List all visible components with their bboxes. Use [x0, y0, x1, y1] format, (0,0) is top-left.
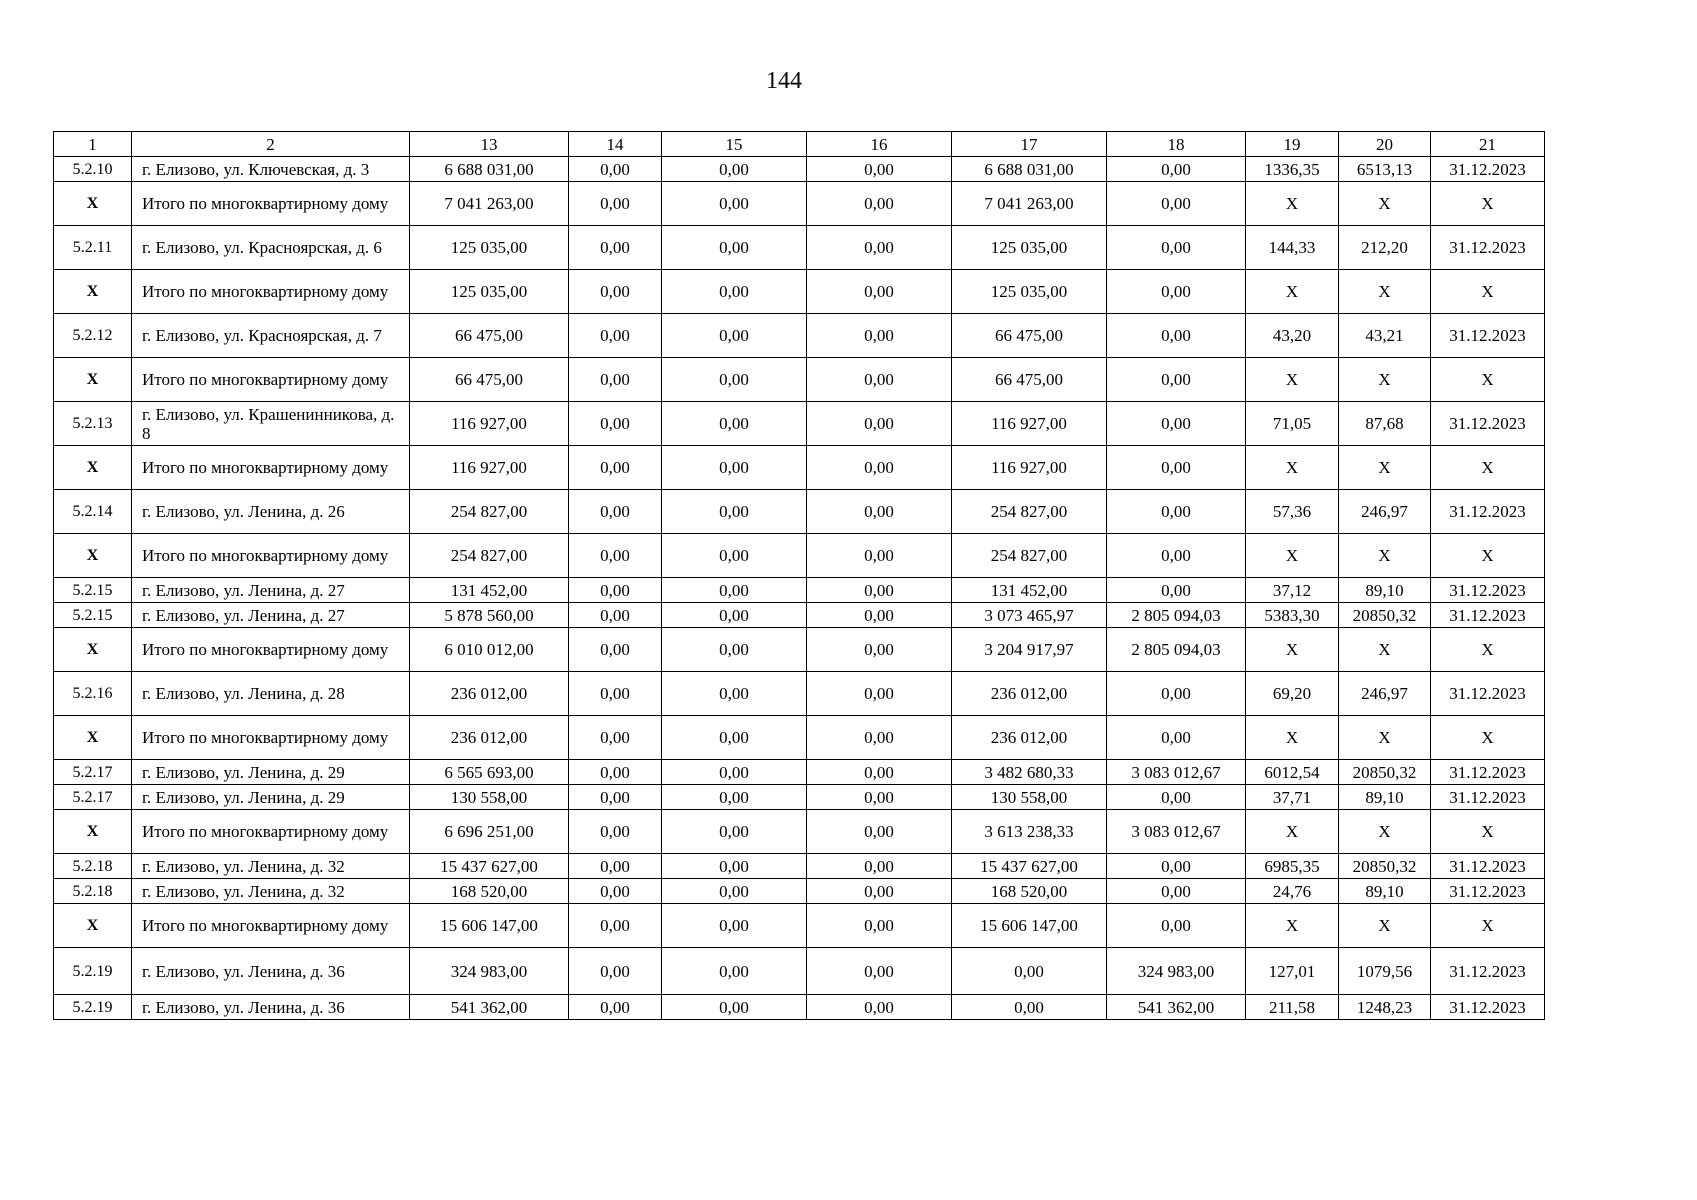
col-17-cell: 168 520,00	[952, 879, 1107, 904]
col-13-cell: 236 012,00	[410, 672, 569, 716]
table-row-total	[54, 904, 1545, 948]
row-number-cell: 5.2.15	[54, 578, 132, 603]
col-17-cell: 116 927,00	[952, 446, 1107, 490]
col-18-cell: 0,00	[1107, 904, 1246, 948]
table-row-total	[54, 270, 1545, 314]
col-20-cell: 89,10	[1339, 578, 1431, 603]
row-number-cell: 5.2.12	[54, 314, 132, 358]
col-18-cell: 3 083 012,67	[1107, 760, 1246, 785]
address-cell: г. Елизово, ул. Красноярская, д. 6	[132, 226, 410, 270]
row-number-cell: 5.2.15	[54, 603, 132, 628]
col-20-cell: 1079,56	[1339, 948, 1431, 995]
col-13-cell: 66 475,00	[410, 358, 569, 402]
col-15-cell: 0,00	[662, 490, 807, 534]
address-cell: г. Елизово, ул. Ленина, д. 32	[132, 879, 410, 904]
col-20-cell: X	[1339, 810, 1431, 854]
col-18-cell: 0,00	[1107, 358, 1246, 402]
col-13-cell: 116 927,00	[410, 402, 569, 446]
address-cell: г. Елизово, ул. Ленина, д. 36	[132, 995, 410, 1020]
col-17-cell: 66 475,00	[952, 314, 1107, 358]
col-14-cell: 0,00	[569, 490, 662, 534]
col-21-cell: 31.12.2023	[1431, 157, 1545, 182]
table-row	[54, 879, 1545, 904]
col-16-cell: 0,00	[807, 270, 952, 314]
col-21-cell: X	[1431, 182, 1545, 226]
row-number-cell: 5.2.10	[54, 157, 132, 182]
col-14-cell: 0,00	[569, 948, 662, 995]
col-13-cell: 254 827,00	[410, 490, 569, 534]
col-20-cell: 20850,32	[1339, 760, 1431, 785]
table-row-total	[54, 628, 1545, 672]
col-15-cell: 0,00	[662, 904, 807, 948]
col-17-cell: 116 927,00	[952, 402, 1107, 446]
row-number-cell: X	[54, 182, 132, 226]
col-18-cell: 0,00	[1107, 716, 1246, 760]
col-13-cell: 254 827,00	[410, 534, 569, 578]
col-15-cell: 0,00	[662, 358, 807, 402]
col-14-cell: 0,00	[569, 716, 662, 760]
col-13-cell: 541 362,00	[410, 995, 569, 1020]
row-number-cell: X	[54, 904, 132, 948]
col-17-cell: 236 012,00	[952, 672, 1107, 716]
col-19-cell: 71,05	[1246, 402, 1339, 446]
table-row	[54, 578, 1545, 603]
col-19-cell: 127,01	[1246, 948, 1339, 995]
col-21-cell: X	[1431, 534, 1545, 578]
col-14-cell: 0,00	[569, 402, 662, 446]
col-13-cell: 6 688 031,00	[410, 157, 569, 182]
address-cell: г. Елизово, ул. Ленина, д. 27	[132, 603, 410, 628]
col-17-cell: 3 613 238,33	[952, 810, 1107, 854]
col-17-cell: 7 041 263,00	[952, 182, 1107, 226]
col-18-cell: 541 362,00	[1107, 995, 1246, 1020]
col-19-cell: 57,36	[1246, 490, 1339, 534]
table-row-total	[54, 716, 1545, 760]
col-16-cell: 0,00	[807, 226, 952, 270]
col-15-cell: 0,00	[662, 810, 807, 854]
col-15-cell: 0,00	[662, 534, 807, 578]
col-19-cell: X	[1246, 270, 1339, 314]
col-21-cell: 31.12.2023	[1431, 785, 1545, 810]
address-cell: Итого по многоквартирному дому	[132, 810, 410, 854]
address-cell: Итого по многоквартирному дому	[132, 534, 410, 578]
col-14-cell: 0,00	[569, 182, 662, 226]
col-15-cell: 0,00	[662, 314, 807, 358]
col-13-cell: 168 520,00	[410, 879, 569, 904]
col-17-cell: 254 827,00	[952, 490, 1107, 534]
col-21-cell: 31.12.2023	[1431, 760, 1545, 785]
col-20-cell: X	[1339, 446, 1431, 490]
col-15-cell: 0,00	[662, 578, 807, 603]
col-17-cell: 254 827,00	[952, 534, 1107, 578]
table-row-total	[54, 358, 1545, 402]
col-20-cell: 246,97	[1339, 672, 1431, 716]
col-17-cell: 0,00	[952, 948, 1107, 995]
col-21-cell: 31.12.2023	[1431, 995, 1545, 1020]
col-21-cell: 31.12.2023	[1431, 879, 1545, 904]
address-cell: г. Елизово, ул. Ленина, д. 32	[132, 854, 410, 879]
col-18-cell: 0,00	[1107, 226, 1246, 270]
col-18-cell: 0,00	[1107, 157, 1246, 182]
col-16-cell: 0,00	[807, 672, 952, 716]
col-18-cell: 0,00	[1107, 578, 1246, 603]
col-13-cell: 6 565 693,00	[410, 760, 569, 785]
col-15-cell: 0,00	[662, 785, 807, 810]
row-number-cell: 5.2.16	[54, 672, 132, 716]
col-15-cell: 0,00	[662, 270, 807, 314]
col-20-cell: 43,21	[1339, 314, 1431, 358]
col-13-cell: 125 035,00	[410, 270, 569, 314]
table-row	[54, 226, 1545, 270]
col-21-cell: 31.12.2023	[1431, 226, 1545, 270]
table-row	[54, 402, 1545, 446]
col-14-cell: 0,00	[569, 904, 662, 948]
address-cell: г. Елизово, ул. Ленина, д. 26	[132, 490, 410, 534]
col-21-cell: X	[1431, 446, 1545, 490]
col-13-cell: 6 696 251,00	[410, 810, 569, 854]
address-cell: Итого по многоквартирному дому	[132, 270, 410, 314]
col-20-cell: 89,10	[1339, 879, 1431, 904]
col-20-cell: 212,20	[1339, 226, 1431, 270]
col-13-cell: 7 041 263,00	[410, 182, 569, 226]
col-19-cell: X	[1246, 810, 1339, 854]
col-16-cell: 0,00	[807, 810, 952, 854]
table-row	[54, 854, 1545, 879]
col-15-cell: 0,00	[662, 603, 807, 628]
address-cell: Итого по многоквартирному дому	[132, 446, 410, 490]
col-20-cell: 246,97	[1339, 490, 1431, 534]
col-19-cell: 1336,35	[1246, 157, 1339, 182]
column-header: 1	[54, 132, 132, 157]
table-row	[54, 672, 1545, 716]
col-15-cell: 0,00	[662, 879, 807, 904]
col-16-cell: 0,00	[807, 402, 952, 446]
col-21-cell: 31.12.2023	[1431, 402, 1545, 446]
row-number-cell: 5.2.19	[54, 948, 132, 995]
col-19-cell: X	[1246, 716, 1339, 760]
col-14-cell: 0,00	[569, 270, 662, 314]
col-18-cell: 324 983,00	[1107, 948, 1246, 995]
row-number-cell: 5.2.11	[54, 226, 132, 270]
col-19-cell: 37,71	[1246, 785, 1339, 810]
col-17-cell: 3 482 680,33	[952, 760, 1107, 785]
col-14-cell: 0,00	[569, 810, 662, 854]
row-number-cell: 5.2.14	[54, 490, 132, 534]
col-18-cell: 2 805 094,03	[1107, 603, 1246, 628]
row-number-cell: X	[54, 716, 132, 760]
address-cell: Итого по многоквартирному дому	[132, 182, 410, 226]
address-cell: Итого по многоквартирному дому	[132, 358, 410, 402]
col-19-cell: X	[1246, 182, 1339, 226]
col-21-cell: 31.12.2023	[1431, 672, 1545, 716]
col-17-cell: 125 035,00	[952, 270, 1107, 314]
col-20-cell: X	[1339, 182, 1431, 226]
col-19-cell: 69,20	[1246, 672, 1339, 716]
row-number-cell: 5.2.18	[54, 879, 132, 904]
col-21-cell: X	[1431, 904, 1545, 948]
table-row-total	[54, 534, 1545, 578]
col-20-cell: 20850,32	[1339, 603, 1431, 628]
col-21-cell: X	[1431, 716, 1545, 760]
address-cell: Итого по многоквартирному дому	[132, 716, 410, 760]
col-16-cell: 0,00	[807, 157, 952, 182]
col-19-cell: 5383,30	[1246, 603, 1339, 628]
col-14-cell: 0,00	[569, 628, 662, 672]
col-15-cell: 0,00	[662, 854, 807, 879]
table-row	[54, 157, 1545, 182]
row-number-cell: X	[54, 358, 132, 402]
table-row-total	[54, 810, 1545, 854]
col-21-cell: X	[1431, 358, 1545, 402]
column-header: 20	[1339, 132, 1431, 157]
col-20-cell: 89,10	[1339, 785, 1431, 810]
table-body	[54, 132, 1545, 1020]
col-13-cell: 15 606 147,00	[410, 904, 569, 948]
table-row-total	[54, 446, 1545, 490]
col-19-cell: X	[1246, 534, 1339, 578]
col-16-cell: 0,00	[807, 948, 952, 995]
row-number-cell: 5.2.13	[54, 402, 132, 446]
col-18-cell: 0,00	[1107, 854, 1246, 879]
col-20-cell: X	[1339, 904, 1431, 948]
col-20-cell: X	[1339, 628, 1431, 672]
col-17-cell: 130 558,00	[952, 785, 1107, 810]
col-19-cell: 43,20	[1246, 314, 1339, 358]
col-18-cell: 0,00	[1107, 314, 1246, 358]
col-15-cell: 0,00	[662, 948, 807, 995]
col-13-cell: 6 010 012,00	[410, 628, 569, 672]
col-21-cell: 31.12.2023	[1431, 948, 1545, 995]
address-cell: г. Елизово, ул. Ленина, д. 29	[132, 760, 410, 785]
col-16-cell: 0,00	[807, 182, 952, 226]
col-16-cell: 0,00	[807, 358, 952, 402]
col-15-cell: 0,00	[662, 716, 807, 760]
col-19-cell: 144,33	[1246, 226, 1339, 270]
col-14-cell: 0,00	[569, 785, 662, 810]
col-17-cell: 3 073 465,97	[952, 603, 1107, 628]
column-header: 2	[132, 132, 410, 157]
column-header: 17	[952, 132, 1107, 157]
col-15-cell: 0,00	[662, 226, 807, 270]
col-19-cell: 6012,54	[1246, 760, 1339, 785]
col-13-cell: 66 475,00	[410, 314, 569, 358]
column-header: 14	[569, 132, 662, 157]
col-21-cell: X	[1431, 270, 1545, 314]
col-20-cell: X	[1339, 358, 1431, 402]
col-15-cell: 0,00	[662, 760, 807, 785]
col-14-cell: 0,00	[569, 672, 662, 716]
col-14-cell: 0,00	[569, 358, 662, 402]
col-16-cell: 0,00	[807, 628, 952, 672]
col-19-cell: X	[1246, 628, 1339, 672]
col-15-cell: 0,00	[662, 446, 807, 490]
col-14-cell: 0,00	[569, 995, 662, 1020]
address-cell: г. Елизово, ул. Ленина, д. 27	[132, 578, 410, 603]
col-16-cell: 0,00	[807, 446, 952, 490]
col-19-cell: X	[1246, 904, 1339, 948]
row-number-cell: X	[54, 810, 132, 854]
col-21-cell: 31.12.2023	[1431, 314, 1545, 358]
col-18-cell: 0,00	[1107, 534, 1246, 578]
table-row	[54, 760, 1545, 785]
table-row	[54, 785, 1545, 810]
column-header: 16	[807, 132, 952, 157]
col-20-cell: X	[1339, 716, 1431, 760]
address-cell: г. Елизово, ул. Ленина, д. 29	[132, 785, 410, 810]
col-18-cell: 0,00	[1107, 490, 1246, 534]
col-16-cell: 0,00	[807, 603, 952, 628]
col-21-cell: X	[1431, 810, 1545, 854]
col-13-cell: 15 437 627,00	[410, 854, 569, 879]
col-14-cell: 0,00	[569, 578, 662, 603]
col-20-cell: X	[1339, 534, 1431, 578]
address-cell: г. Елизово, ул. Красноярская, д. 7	[132, 314, 410, 358]
address-cell: г. Елизово, ул. Ключевская, д. 3	[132, 157, 410, 182]
col-19-cell: 211,58	[1246, 995, 1339, 1020]
col-17-cell: 0,00	[952, 995, 1107, 1020]
col-13-cell: 130 558,00	[410, 785, 569, 810]
col-17-cell: 131 452,00	[952, 578, 1107, 603]
col-16-cell: 0,00	[807, 578, 952, 603]
col-13-cell: 116 927,00	[410, 446, 569, 490]
col-18-cell: 0,00	[1107, 785, 1246, 810]
table-row	[54, 995, 1545, 1020]
col-20-cell: 6513,13	[1339, 157, 1431, 182]
col-17-cell: 125 035,00	[952, 226, 1107, 270]
table-row-total	[54, 182, 1545, 226]
col-16-cell: 0,00	[807, 854, 952, 879]
col-16-cell: 0,00	[807, 760, 952, 785]
row-number-cell: 5.2.17	[54, 760, 132, 785]
column-header: 18	[1107, 132, 1246, 157]
col-17-cell: 15 437 627,00	[952, 854, 1107, 879]
address-cell: г. Елизово, ул. Ленина, д. 36	[132, 948, 410, 995]
col-17-cell: 6 688 031,00	[952, 157, 1107, 182]
col-16-cell: 0,00	[807, 995, 952, 1020]
col-18-cell: 0,00	[1107, 270, 1246, 314]
table-row	[54, 490, 1545, 534]
col-19-cell: 24,76	[1246, 879, 1339, 904]
col-14-cell: 0,00	[569, 854, 662, 879]
address-cell: Итого по многоквартирному дому	[132, 628, 410, 672]
col-17-cell: 66 475,00	[952, 358, 1107, 402]
col-20-cell: 20850,32	[1339, 854, 1431, 879]
col-19-cell: 6985,35	[1246, 854, 1339, 879]
table-header-row	[54, 132, 1545, 157]
row-number-cell: 5.2.18	[54, 854, 132, 879]
col-20-cell: 87,68	[1339, 402, 1431, 446]
col-13-cell: 125 035,00	[410, 226, 569, 270]
col-18-cell: 0,00	[1107, 879, 1246, 904]
col-16-cell: 0,00	[807, 314, 952, 358]
table-row	[54, 314, 1545, 358]
col-13-cell: 5 878 560,00	[410, 603, 569, 628]
table-row	[54, 948, 1545, 995]
col-19-cell: 37,12	[1246, 578, 1339, 603]
col-20-cell: 1248,23	[1339, 995, 1431, 1020]
col-15-cell: 0,00	[662, 402, 807, 446]
col-21-cell: X	[1431, 628, 1545, 672]
row-number-cell: 5.2.17	[54, 785, 132, 810]
col-18-cell: 0,00	[1107, 446, 1246, 490]
row-number-cell: X	[54, 446, 132, 490]
col-21-cell: 31.12.2023	[1431, 490, 1545, 534]
col-17-cell: 15 606 147,00	[952, 904, 1107, 948]
row-number-cell: X	[54, 534, 132, 578]
column-header: 15	[662, 132, 807, 157]
col-21-cell: 31.12.2023	[1431, 578, 1545, 603]
col-14-cell: 0,00	[569, 226, 662, 270]
col-16-cell: 0,00	[807, 534, 952, 578]
col-15-cell: 0,00	[662, 995, 807, 1020]
col-16-cell: 0,00	[807, 490, 952, 534]
col-18-cell: 0,00	[1107, 402, 1246, 446]
column-header: 21	[1431, 132, 1545, 157]
col-14-cell: 0,00	[569, 603, 662, 628]
col-17-cell: 3 204 917,97	[952, 628, 1107, 672]
col-19-cell: X	[1246, 446, 1339, 490]
col-16-cell: 0,00	[807, 904, 952, 948]
row-number-cell: X	[54, 628, 132, 672]
col-14-cell: 0,00	[569, 879, 662, 904]
col-15-cell: 0,00	[662, 182, 807, 226]
table-row	[54, 603, 1545, 628]
address-cell: Итого по многоквартирному дому	[132, 904, 410, 948]
col-18-cell: 3 083 012,67	[1107, 810, 1246, 854]
col-15-cell: 0,00	[662, 672, 807, 716]
col-21-cell: 31.12.2023	[1431, 603, 1545, 628]
col-15-cell: 0,00	[662, 628, 807, 672]
address-cell: г. Елизово, ул. Ленина, д. 28	[132, 672, 410, 716]
page-number: 144	[766, 68, 802, 94]
col-19-cell: X	[1246, 358, 1339, 402]
col-15-cell: 0,00	[662, 157, 807, 182]
col-14-cell: 0,00	[569, 760, 662, 785]
col-18-cell: 0,00	[1107, 672, 1246, 716]
row-number-cell: 5.2.19	[54, 995, 132, 1020]
address-cell: г. Елизово, ул. Крашенинникова, д. 8	[132, 402, 410, 446]
col-16-cell: 0,00	[807, 785, 952, 810]
column-header: 19	[1246, 132, 1339, 157]
col-14-cell: 0,00	[569, 446, 662, 490]
col-14-cell: 0,00	[569, 157, 662, 182]
col-14-cell: 0,00	[569, 534, 662, 578]
col-18-cell: 2 805 094,03	[1107, 628, 1246, 672]
col-14-cell: 0,00	[569, 314, 662, 358]
col-18-cell: 0,00	[1107, 182, 1246, 226]
col-13-cell: 236 012,00	[410, 716, 569, 760]
col-17-cell: 236 012,00	[952, 716, 1107, 760]
col-20-cell: X	[1339, 270, 1431, 314]
col-13-cell: 324 983,00	[410, 948, 569, 995]
col-16-cell: 0,00	[807, 716, 952, 760]
col-13-cell: 131 452,00	[410, 578, 569, 603]
col-21-cell: 31.12.2023	[1431, 854, 1545, 879]
col-16-cell: 0,00	[807, 879, 952, 904]
column-header: 13	[410, 132, 569, 157]
row-number-cell: X	[54, 270, 132, 314]
data-table	[53, 131, 1545, 1020]
